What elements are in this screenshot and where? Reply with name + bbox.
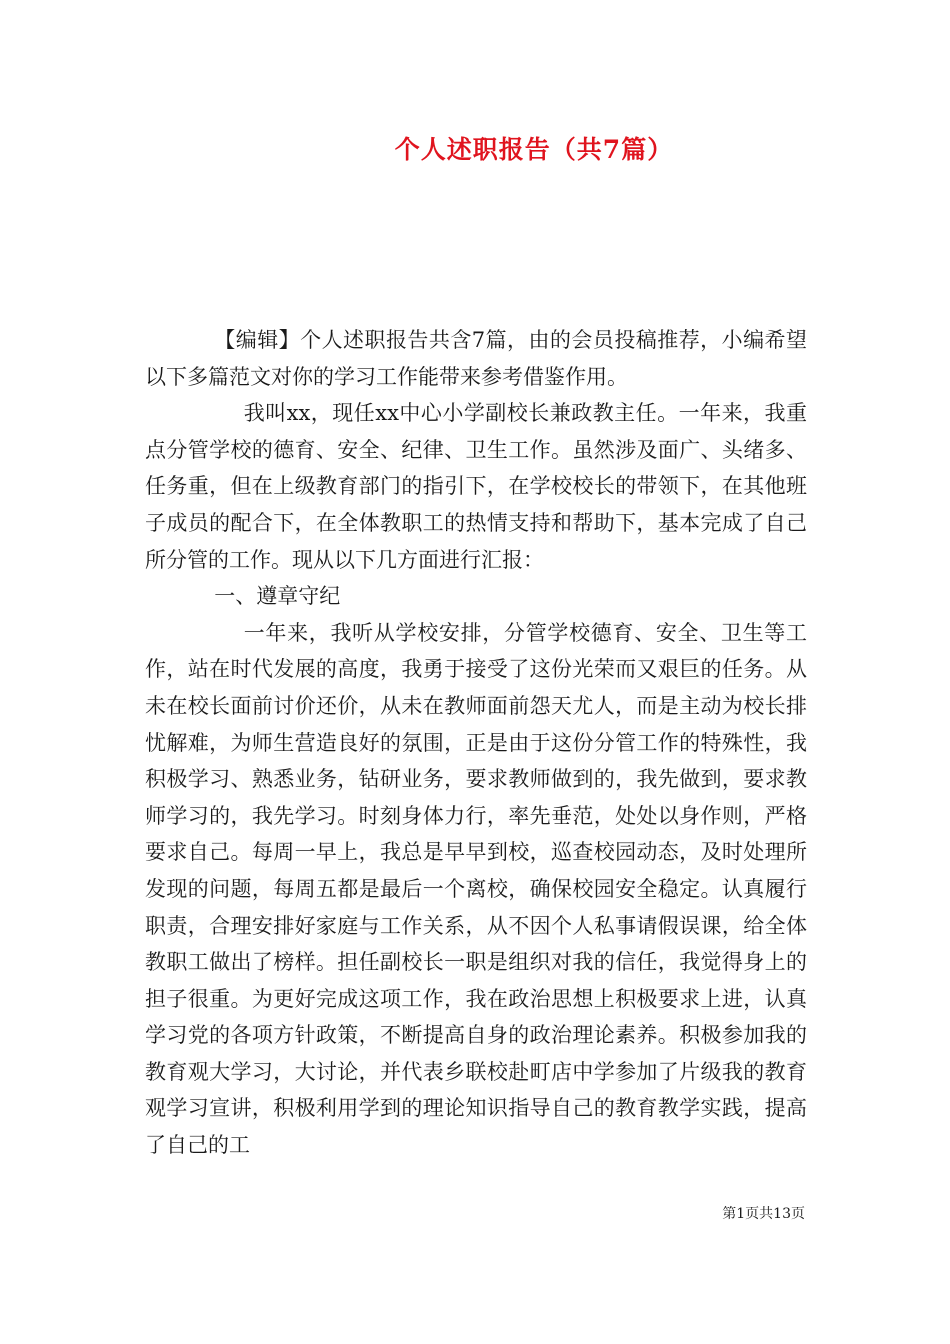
intro-paragraph: 【编辑】个人述职报告共含7篇，由的会员投稿推荐，小编希望以下多篇范文对你的学习工作能带来参考借鉴作用。 (145, 328, 807, 389)
body-paragraph: 我叫xx，现任xx中心小学副校长兼政教主任。一年来，我重点分管学校的德育、安全、纪律、卫生工作。虽然涉及面广、头绪多、任务重，但在上级教育部门的指引下，在学校校长的带领下，在其他班子成员的配合下，在全体教职工的热情支持和帮助下，基本完成了自己所分管的工作。现从以下几方面进行汇报： (145, 401, 807, 572)
document-title: 个人述职报告（共7篇） (394, 135, 674, 164)
section-heading: 一、遵章守纪 (214, 584, 341, 609)
body-paragraph: 一年来，我听从学校安排，分管学校德育、安全、卫生等工作，站在时代发展的高度，我勇于接受了这份光荣而又艰巨的任务。从未在校长面前讨价还价，从未在教师面前怨天尤人，而是主动为校长排忧解难，为师生营造良好的氛围，正是由于这份分管工作的特殊性，我积极学习、熟悉业务，钻研业务，要求教师做到的，我先做到，要求教师学习的，我先学习。时刻身体力行，率先垂范，处处以身作则，严格要求自己。每周一早上，我总是早早到校，巡查校园动态，及时处理所发现的问题，每周五都是最后一个离校，确保校园安全稳定。认真履行职责，合理安排好家庭与工作关系，从不因个人私事请假误课，给全体教职工做出了榜样。担任副校长一职是组织对我的信任，我觉得身上的担子很重。为更好完成这项工作，我在政治思想上积极要求上进，认真学习党的各项方针政策，不断提高自身的政治理论素养。积极参加我的教育观大学习，大讨论，并代表乡联校赴町店中学参加了片级我的教育观学习宣讲，积极利用学到的理论知识指导自己的教育教学实践，提高了自己的工 (145, 620, 807, 1158)
page-footer: 第1页共13页 (722, 1206, 805, 1222)
document-body (145, 322, 807, 1164)
